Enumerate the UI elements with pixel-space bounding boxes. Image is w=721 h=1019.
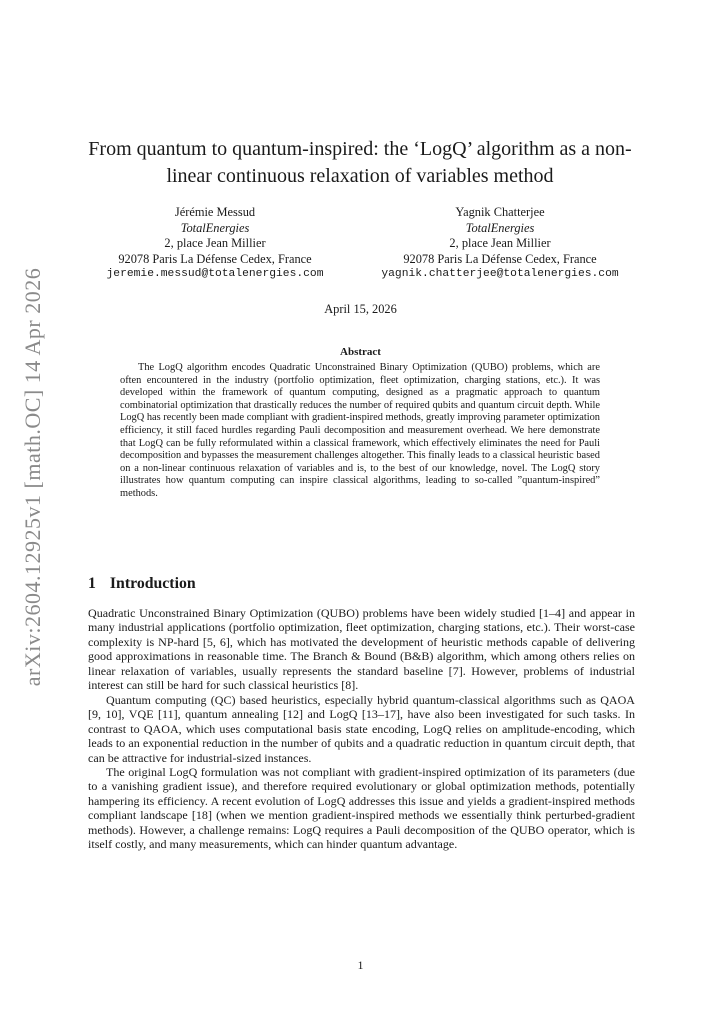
section-number: 1	[88, 575, 96, 592]
section-heading	[88, 575, 196, 593]
author-email: yagnik.chatterjee@totalenergies.com	[381, 268, 619, 281]
publication-date: April 15, 2026	[324, 302, 397, 316]
author-city: 92078 Paris La Défense Cedex, France	[403, 251, 597, 266]
author-affiliation: TotalEnergies	[465, 220, 535, 235]
author-affiliation: TotalEnergies	[180, 220, 250, 235]
author-name: Yagnik Chatterjee	[455, 205, 545, 219]
paragraph: Quantum computing (QC) based heuristics, especially hybrid quantum-classical algorithms such as QAOA [9, 10], VQE [11], quantum annealing [12] and LogQ [13–17], have also been investigated for such tasks. In contrast to QAOA, which uses computational basis state encoding, LogQ relies on amplitude-encoding, which leads to an exponential reduction in the number of qubits and a quadratic reduction in quantum circuit depth, that can be attractive for industrial-sized instances.	[88, 692, 635, 765]
author-name: Jérémie Messud	[174, 205, 256, 219]
arxiv-identifier: arXiv:2604.12925v1 [math.OC] 14 Apr 2026	[20, 267, 45, 687]
paragraph: The original LogQ formulation was not compliant with gradient-inspired optimization of its parameters (due to a vanishing gradient issue), and therefore required evolutionary or global optimization methods, potentially hampering its efficiency. A recent evolution of LogQ addresses this issue and yields a gradient-inspired methods compliant landscape [18] (when we mention gradient-inspired methods we essentially think perturbed-gradient methods). However, a challenge remains: LogQ requires a Pauli decomposition of the QUBO operator, which is itself costly, and many measurements, which can hinder quantum advantage.	[88, 764, 635, 852]
body-text	[88, 606, 635, 852]
section-title: Introduction	[109, 575, 196, 592]
author-street: 2, place Jean Millier	[449, 236, 551, 251]
author-city: 92078 Paris La Défense Cedex, France	[118, 251, 312, 266]
arxiv-sidebar-stamp	[16, 267, 50, 687]
abstract-text: The LogQ algorithm encodes Quadratic Unconstrained Binary Optimization (QUBO) problems, which are often encountered in the industry (portfolio optimization, fleet optimization, charging stations, etc.). It was developed within the framework of quantum computing, designed as a pragmatic approach to quantum combinatorial optimization that drastically reduces the number of required qubits and quantum circuit depth. While LogQ has recently been made compliant with gradient-inspired methods, greatly improving parameter optimization efficiency, it still faced hurdles regarding Pauli decomposition and measurement overhead. We here demonstrate that LogQ can be fully reformulated within a classical framework, which effectively eliminates the need for Pauli decomposition and bypasses the measurement challenges altogether. This finally leads to a classical heuristic based on a non-linear continuous relaxation of variables and is, to the best of our knowledge, novel. The LogQ story illustrates how quantum computing can inspire classical algorithms, leading to so-called ”quantum-inspired” methods.	[120, 362, 600, 499]
author-email: jeremie.messud@totalenergies.com	[106, 268, 324, 281]
paper-title: From quantum to quantum-inspired: the ‘LogQ’ algorithm as a non-linear continuous relaxation of variables method	[88, 138, 632, 187]
author-block-1	[75, 205, 355, 283]
page-number: 1	[357, 958, 364, 972]
abstract-heading: Abstract	[340, 346, 381, 358]
author-block-2	[350, 205, 650, 283]
paragraph: Quadratic Unconstrained Binary Optimization (QUBO) problems have been widely studied [1–4] and appear in many industrial applications (portfolio optimization, fleet optimization, charging stations, etc.). Their worst-case complexity is NP-hard [5, 6], which has motivated the development of heuristic methods capable of delivering good approximations in reasonable time. The Branch & Bound (B&B) algorithm, which among others relies on linear relaxation of variables, usually represents the standard baseline [7]. However, problems of industrial interest can still be hard for such classical heuristics [8].	[88, 606, 635, 693]
author-street: 2, place Jean Millier	[164, 236, 266, 251]
